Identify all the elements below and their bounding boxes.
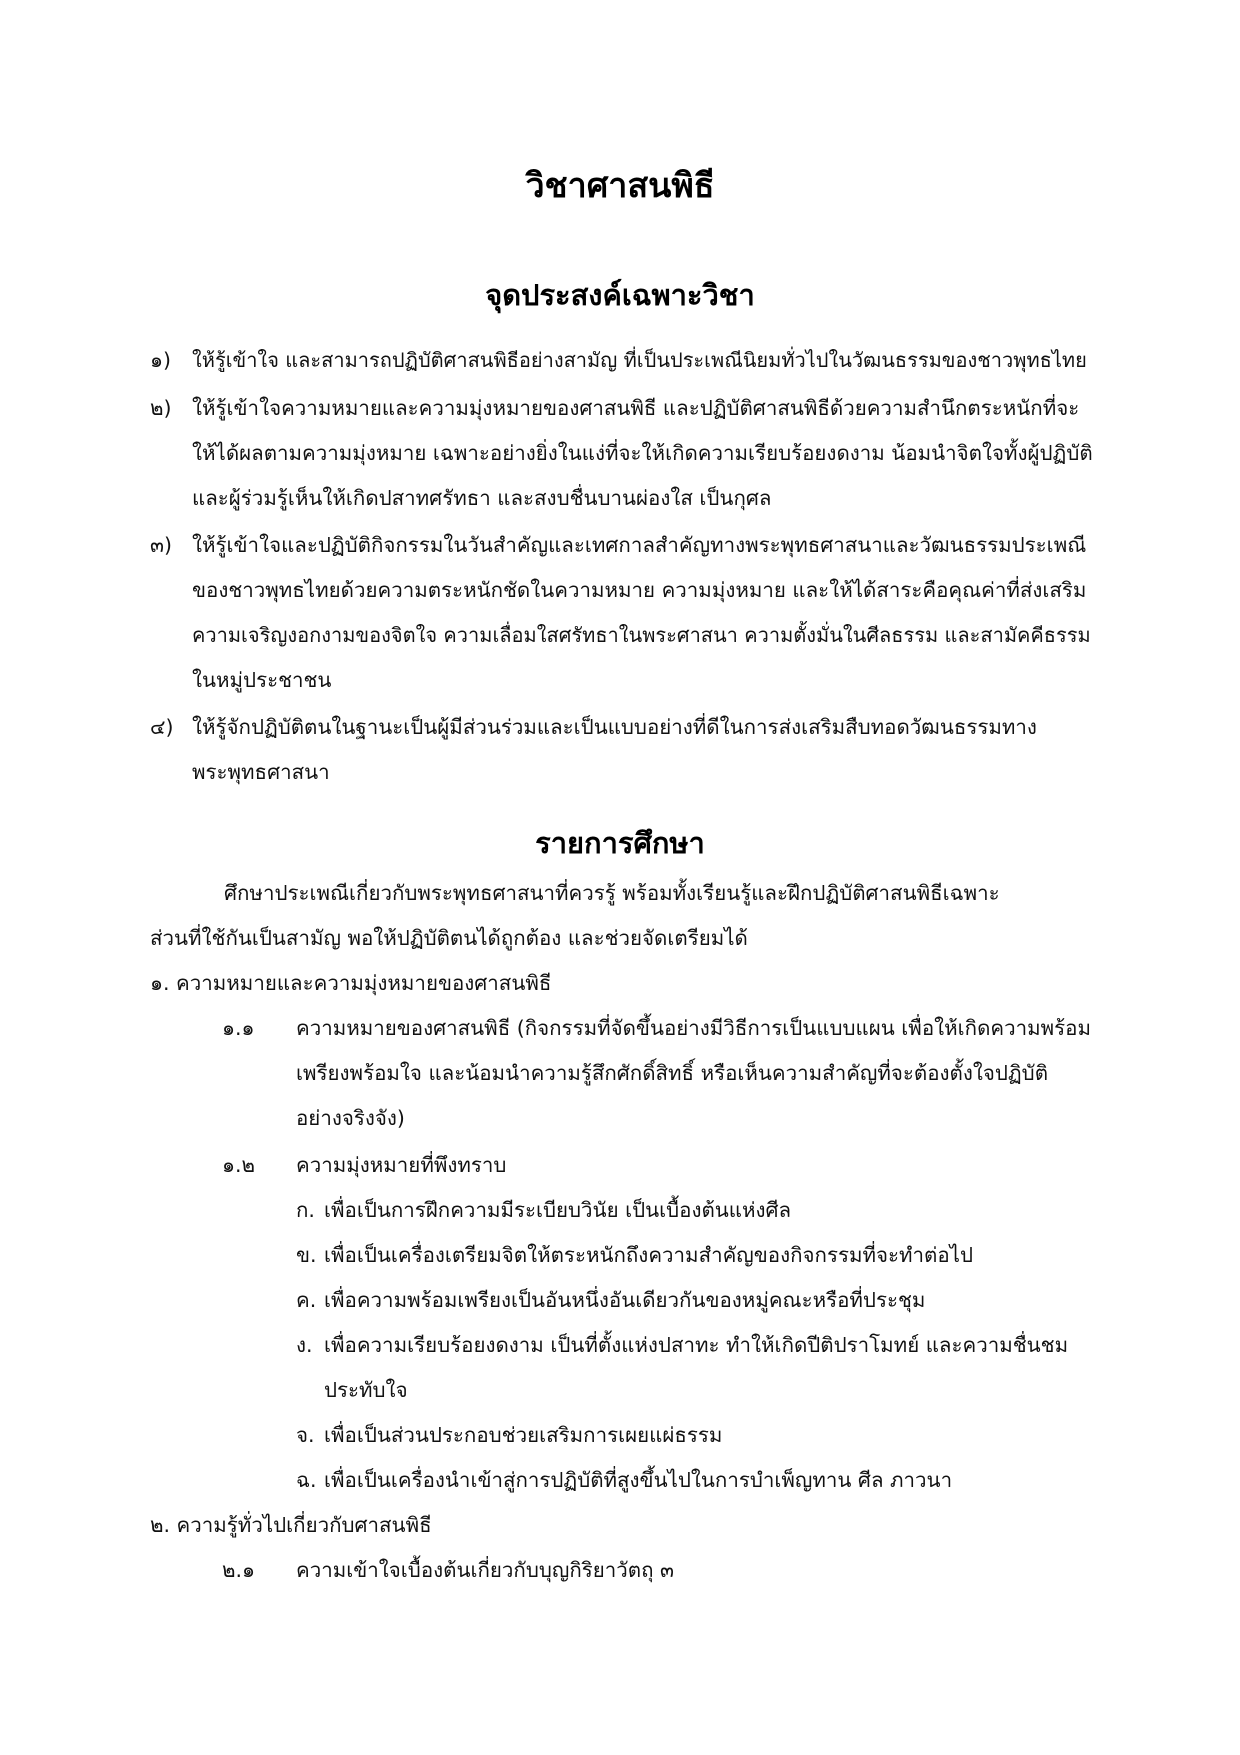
list-key: ข. <box>296 1243 317 1267</box>
list-key: จ. <box>296 1423 315 1447</box>
list-item-text: เพื่อเป็นการฝึกความมีระเบียบวินัย เป็นเบื้องต้นแห่งศีล <box>324 1198 792 1222</box>
subsection-label: ความมุ่งหมายที่พึงทราบ <box>296 1153 507 1177</box>
objective-number: ๒) <box>150 396 172 420</box>
list-item-text: ประทับใจ <box>324 1378 408 1402</box>
objective-number: ๔) <box>150 715 174 739</box>
list-item-text: เพื่อความพร้อมเพรียงเป็นอันหนึ่งอันเดียวกันของหมู่คณะหรือที่ประชุม <box>324 1288 926 1312</box>
objective-number: ๑) <box>150 348 172 372</box>
objective-number: ๓) <box>150 533 173 557</box>
list-item-text: เพื่อเป็นเครื่องนำเข้าสู่การปฏิบัติที่สูงขึ้นไปในการบำเพ็ญทาน ศีล ภาวนา <box>324 1468 953 1492</box>
objective-text-line: ความเจริญงอกงามของจิตใจ ความเลื่อมใสศรัทธาในพระศาสนา ความตั้งมั่นในศีลธรรม และสามัคคีธรรม <box>192 623 1091 647</box>
objective-text-line: ให้รู้เข้าใจความหมายและความมุ่งหมายของศาสนพิธี และปฏิบัติศาสนพิธีด้วยความสำนึกตระหนักที่จะ <box>192 396 1080 420</box>
intro-line: ส่วนที่ใช้กันเป็นสามัญ พอให้ปฏิบัติตนได้ถูกต้อง และช่วยจัดเตรียมได้ <box>150 926 748 950</box>
objective-text-line: และผู้ร่วมรู้เห็นให้เกิดปสาทศรัทธา และสงบชื่นบานผ่องใส เป็นกุศล <box>192 486 772 510</box>
subsection-label: ความเข้าใจเบื้องต้นเกี่ยวกับบุญกิริยาวัตถุ ๓ <box>296 1558 675 1582</box>
subsection-number: ๑.๑ <box>222 1016 255 1040</box>
subsection-number: ๑.๒ <box>222 1153 256 1177</box>
list-item-text: เพื่อความเรียบร้อยงดงาม เป็นที่ตั้งแห่งปสาทะ ทำให้เกิดปีติปราโมทย์ และความชื่นชม <box>324 1333 1069 1357</box>
course-heading: รายการศึกษา <box>535 826 705 860</box>
intro-line: ศึกษาประเพณีเกี่ยวกับพระพุทธศาสนาที่ควรรู้ พร้อมทั้งเรียนรู้และฝึกปฏิบัติศาสนพิธีเฉพาะ <box>224 881 1000 905</box>
objective-text-line: ของชาวพุทธไทยด้วยความตระหนักชัดในความหมาย ความมุ่งหมาย และให้ได้สาระคือคุณค่าที่ส่งเสริม <box>192 578 1087 602</box>
objective-text-line: พระพุทธศาสนา <box>192 760 330 784</box>
subsection-number: ๒.๑ <box>222 1558 256 1582</box>
objectives-heading: จุดประสงค์เฉพาะวิชา <box>485 278 755 312</box>
list-item-text: เพื่อเป็นส่วนประกอบช่วยเสริมการเผยแผ่ธรรม <box>324 1423 723 1447</box>
objective-text-line: ให้รู้เข้าใจ และสามารถปฏิบัติศาสนพิธีอย่างสามัญ ที่เป็นประเพณีนิยมทั่วไปในวัฒนธรรมของชาวพุทธไทย <box>192 348 1087 372</box>
section-heading: ๒. ความรู้ทั่วไปเกี่ยวกับศาสนพิธี <box>150 1513 432 1537</box>
page-title: วิชาศาสนพิธี <box>525 166 715 206</box>
list-key: ก. <box>296 1198 315 1222</box>
objective-text-line: ในหมู่ประชาชน <box>192 668 332 692</box>
objective-text-line: ให้รู้เข้าใจและปฏิบัติกิจกรรมในวันสำคัญและเทศกาลสำคัญทางพระพุทธศาสนาและวัฒนธรรมประเพณี <box>192 533 1087 557</box>
list-key: ค. <box>296 1288 317 1312</box>
list-item-text: เพื่อเป็นเครื่องเตรียมจิตให้ตระหนักถึงความสำคัญของกิจกรรมที่จะทำต่อไป <box>324 1243 973 1267</box>
objective-text-line: ให้รู้จักปฏิบัติตนในฐานะเป็นผู้มีส่วนร่วมและเป็นแบบอย่างที่ดีในการส่งเสริมสืบทอดวัฒนธรรมทาง <box>192 715 1037 739</box>
subsection-text-line: ความหมายของศาสนพิธี (กิจกรรมที่จัดขึ้นอย่างมีวิธีการเป็นแบบแผน เพื่อให้เกิดความพร้อม <box>296 1016 1091 1040</box>
section-heading: ๑. ความหมายและความมุ่งหมายของศาสนพิธี <box>150 971 552 995</box>
objective-text-line: ให้ได้ผลตามความมุ่งหมาย เฉพาะอย่างยิ่งในแง่ที่จะให้เกิดความเรียบร้อยงดงาม น้อมนำจิตใจทั้งผู้ปฏิบัติ <box>192 441 1093 465</box>
subsection-text-line: อย่างจริงจัง) <box>296 1106 405 1130</box>
list-key: ฉ. <box>296 1468 317 1492</box>
subsection-text-line: เพรียงพร้อมใจ และน้อมนำความรู้สึกศักดิ์สิทธิ์ หรือเห็นความสำคัญที่จะต้องตั้งใจปฏิบัติ <box>296 1061 1049 1085</box>
list-key: ง. <box>296 1333 313 1357</box>
